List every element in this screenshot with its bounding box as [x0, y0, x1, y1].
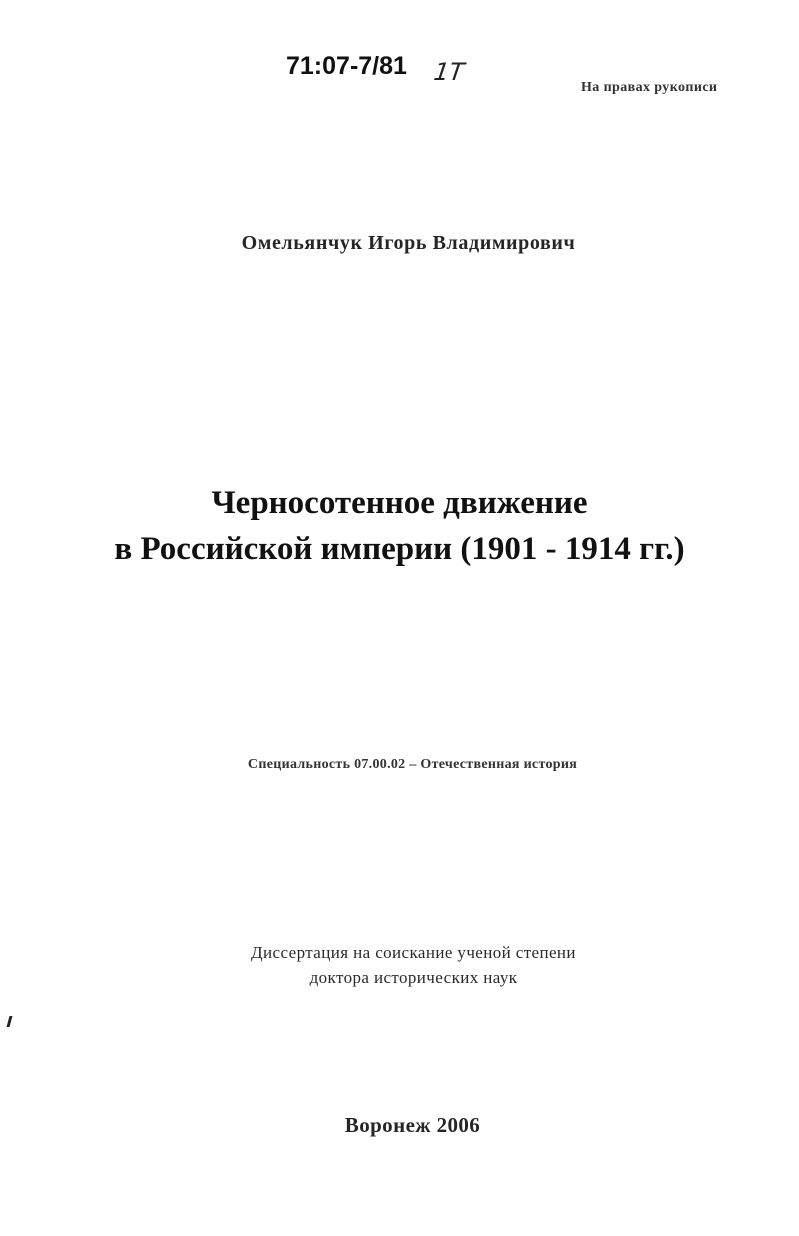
document-title: [0, 480, 799, 572]
thesis-line-2: доктора исторических наук: [309, 968, 518, 987]
scan-speck: [7, 1016, 13, 1027]
city-year: Воронеж 2006: [344, 1113, 481, 1137]
rights-notice: На правах рукописи: [581, 80, 718, 95]
specialty-line: Специальность 07.00.02 – Отечественная история: [247, 757, 578, 772]
handwritten-mark: 1Т: [432, 58, 466, 86]
author-name: Омельянчук Игорь Владимирович: [241, 232, 576, 254]
thesis-line-1: Диссертация на соискание ученой степени: [251, 943, 576, 962]
title-line-2: в Российской империи (1901 - 1914 гг.): [114, 531, 685, 567]
thesis-description: [0, 940, 799, 990]
title-line-1: Черносотенное движение: [211, 485, 588, 521]
catalog-number: 71:07-7/81: [286, 52, 407, 80]
